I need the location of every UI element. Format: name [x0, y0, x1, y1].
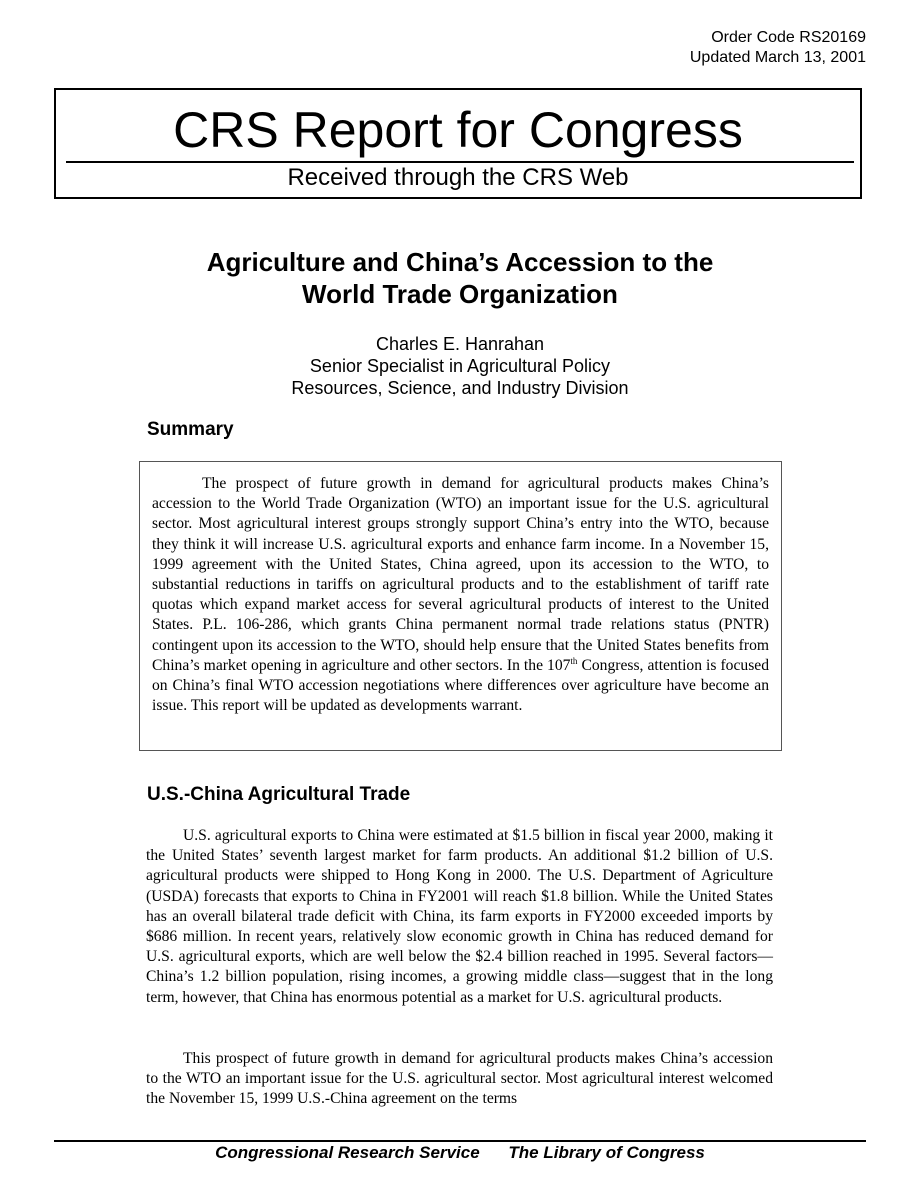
order-info — [690, 28, 866, 68]
header-divider — [66, 161, 854, 163]
report-header — [54, 88, 862, 199]
section-paragraph-1: U.S. agricultural exports to China were estimated at $1.5 billion in fiscal year 2000, making it the United States’ seventh largest market for farm products. An additional $1.2 billion of U.S. agricultural products were shipped to Hong Kong in 2000. The U.S. Department of Agriculture (USDA) forecasts that exports to China in FY2001 will reach $1.8 billion. While the United States has an overall bilateral trade deficit with China, its farm exports in FY2000 exceeded imports by $686 million. In recent years, relatively slow economic growth in China has reduced demand for U.S. agricultural exports, which are well below the $2.4 billion reached in 1995. Several factors—China’s 1.2 billion population, rising incomes, a growing middle class—suggest that in the long term, however, that China has enormous potential as a market for U.S. agricultural products. — [146, 827, 773, 1006]
document-title — [0, 246, 920, 310]
summary-heading: Summary — [147, 419, 234, 440]
document-title-line2: World Trade Organization — [302, 279, 618, 309]
document-title-line1: Agriculture and China’s Accession to the — [206, 247, 714, 277]
footer-divider — [54, 1140, 866, 1142]
report-title: CRS Report for Congress — [173, 102, 743, 158]
summary-text-part1: The prospect of future growth in demand for agricultural products makes China’s accession to the World Trade Organization (WTO) an important issue for the U.S. agricultural sector. Most agricultural interest groups strongly support China’s entry into the WTO, because they think it will increase U.S. agricultural exports and enhance farm income. In a November 15, 1999 agreement with the United States, China agreed, upon its accession to the WTO, to substantial reductions in tariffs on agricultural products and to the establishment of tariff rate quotas which expand market access for several agricultural products of interest to the United States. P.L. 106-286, which grants China permanent normal trade relations status (PNTR) contingent upon its accession to the WTO, should help ensure that the United States benefits from China’s market opening in agriculture and other sectors. In the 107 — [152, 475, 769, 674]
summary-text — [152, 474, 769, 716]
section-paragraph-2: This prospect of future growth in demand for agricultural products makes China’s accession to the WTO an important issue for the U.S. agricultural sector. Most agricultural interest welcomed the November 15, 1999 U.S.-China agreement on the terms — [146, 1050, 773, 1108]
footer — [0, 1143, 920, 1163]
order-code: Order Code RS20169 — [711, 29, 866, 46]
author-name: Charles E. Hanrahan — [375, 334, 545, 354]
author-division: Resources, Science, and Industry Division — [291, 378, 629, 398]
author-block — [0, 333, 920, 399]
summary-box — [139, 461, 782, 751]
summary-text-part2: Congress, attention is focused on China’s final WTO accession negotiations where differences over agriculture have become an issue. This report will be updated as developments warrant. — [152, 656, 769, 715]
section-heading: U.S.-China Agricultural Trade — [147, 784, 411, 805]
updated-date: Updated March 13, 2001 — [689, 49, 866, 66]
summary-text-sup: th — [570, 655, 578, 666]
footer-crs: Congressional Research Service — [215, 1143, 480, 1162]
author-position: Senior Specialist in Agricultural Policy — [309, 356, 611, 376]
report-subtitle: Received through the CRS Web — [287, 164, 629, 191]
footer-loc: The Library of Congress — [508, 1143, 705, 1162]
